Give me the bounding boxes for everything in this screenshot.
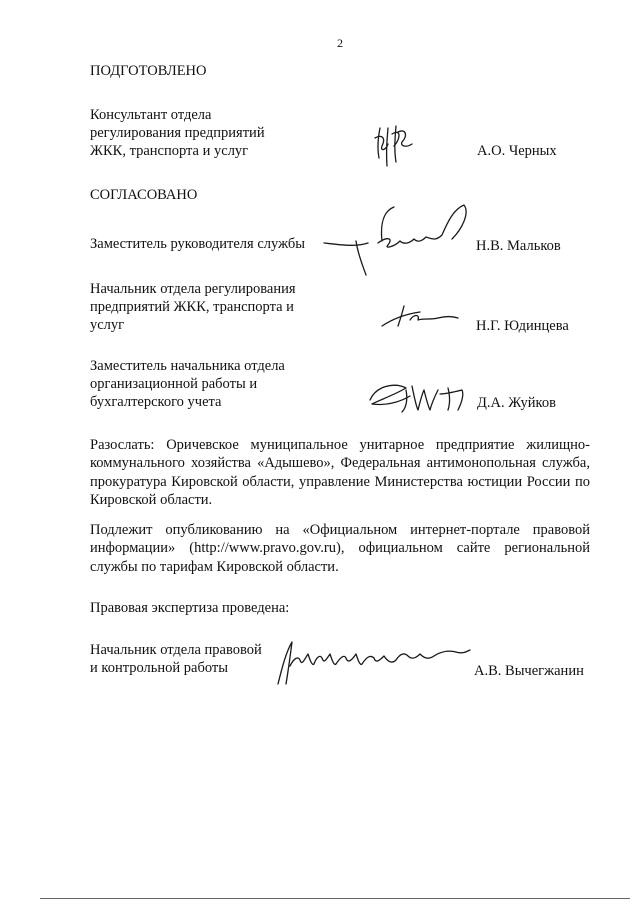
signer-3-position: организационной работы и bbox=[90, 376, 258, 392]
agreed-heading: СОГЛАСОВАНО bbox=[90, 187, 198, 203]
signer-2-position: Начальник отдела регулирования bbox=[90, 281, 296, 297]
prepared-position-line: регулирования предприятий bbox=[90, 125, 265, 141]
signer-2-name: Н.Г. Юдинцева bbox=[476, 318, 569, 334]
signature-malkov bbox=[322, 203, 472, 278]
signer-3-position: Заместитель начальника отдела bbox=[90, 358, 285, 374]
page-number: 2 bbox=[337, 36, 343, 50]
distribution-paragraph: Разослать: Оричевское муниципальное унитарное предприятие жилищно-коммунального хозяйства «Адышево», Федеральная антимонопольная служба, прокуратура Кировской области, управление Министерства юстиции России по Кировской области. bbox=[90, 437, 590, 509]
prepared-heading: ПОДГОТОВЛЕНО bbox=[90, 63, 207, 79]
legal-review-heading: Правовая экспертиза проведена: bbox=[90, 600, 290, 616]
prepared-position-line: ЖКК, транспорта и услуг bbox=[90, 143, 249, 159]
signer-3-position: бухгалтерского учета bbox=[90, 394, 222, 410]
signature-zhuikov bbox=[366, 380, 474, 416]
prepared-name: А.О. Черных bbox=[477, 143, 557, 159]
signer-2-position: предприятий ЖКК, транспорта и bbox=[90, 299, 294, 315]
signature-yudintseva bbox=[380, 302, 460, 332]
signer-1-name: Н.В. Мальков bbox=[476, 238, 561, 254]
publication-paragraph: Подлежит опубликованию на «Официальном интернет-портале правовой информации» (http://www.pravo.gov.ru), официальном сайте региональной службы по тарифам Кировской области. bbox=[90, 522, 590, 575]
signer-2-position: услуг bbox=[90, 317, 125, 333]
signer-1-position: Заместитель руководителя службы bbox=[90, 236, 306, 252]
signature-cherny bbox=[372, 124, 422, 168]
signer-3-name: Д.А. Жуйков bbox=[477, 395, 556, 411]
legal-review-position: Начальник отдела правовой bbox=[90, 642, 262, 658]
legal-review-position: и контрольной работы bbox=[90, 660, 228, 676]
prepared-position-line: Консультант отдела bbox=[90, 107, 212, 123]
page-bottom-edge bbox=[40, 898, 630, 899]
signature-vychegzhanin bbox=[268, 638, 472, 688]
legal-review-name: А.В. Вычегжанин bbox=[474, 663, 584, 679]
